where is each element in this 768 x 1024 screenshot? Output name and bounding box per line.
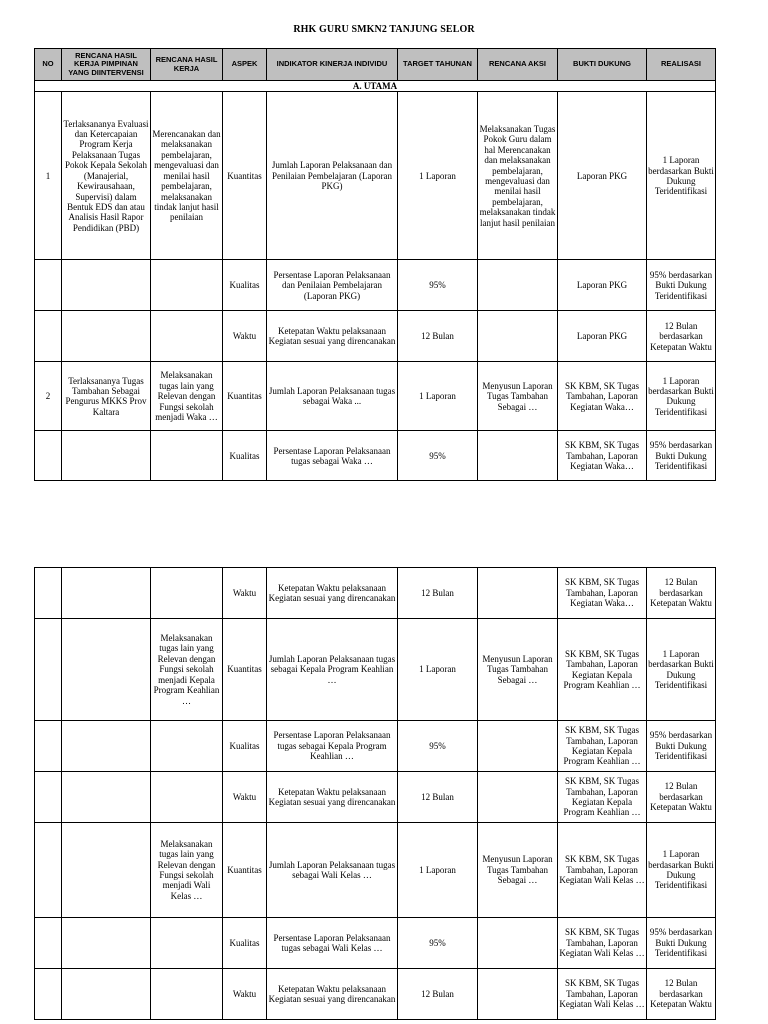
cell-aspek: Kuantitas [223,92,267,260]
col-header-indikator: INDIKATOR KINERJA INDIVIDU [267,49,398,81]
cell-indikator: Ketepatan Waktu pelaksanaan Kegiatan sesuai yang direncanakan [267,568,398,619]
cell-no [35,568,62,619]
cell-rhk [151,918,223,969]
col-header-bukti-dukung: BUKTI DUKUNG [558,49,647,81]
cell-bukti-dukung: Laporan PKG [558,311,647,362]
cell-rencana-aksi [478,311,558,362]
cell-rencana-aksi: Menyusun Laporan Tugas Tambahan Sebagai … [478,362,558,431]
cell-target: 12 Bulan [398,568,478,619]
cell-rhk-pimpinan [62,918,151,969]
col-header-no: NO [35,49,62,81]
cell-bukti-dukung: SK KBM, SK Tugas Tambahan, Laporan Kegiatan Waka… [558,431,647,481]
cell-rencana-aksi [478,918,558,969]
cell-target: 12 Bulan [398,311,478,362]
cell-rencana-aksi: Menyusun Laporan Tugas Tambahan Sebagai … [478,823,558,918]
cell-no [35,969,62,1020]
cell-indikator: Persentase Laporan Pelaksanaan tugas sebagai Waka … [267,431,398,481]
table-row [35,721,716,772]
cell-no [35,619,62,721]
cell-bukti-dukung: SK KBM, SK Tugas Tambahan, Laporan Kegiatan Kepala Program Keahlian … [558,721,647,772]
cell-target: 12 Bulan [398,969,478,1020]
cell-aspek: Kuantitas [223,823,267,918]
cell-rhk [151,969,223,1020]
cell-rhk-pimpinan [62,772,151,823]
cell-aspek: Waktu [223,311,267,362]
cell-realisasi: 95% berdasarkan Bukti Dukung Teridentifikasi [647,918,716,969]
cell-bukti-dukung: SK KBM, SK Tugas Tambahan, Laporan Kegiatan Kepala Program Keahlian … [558,772,647,823]
cell-indikator: Ketepatan Waktu pelaksanaan Kegiatan sesuai yang direncanakan [267,772,398,823]
cell-realisasi: 95% berdasarkan Bukti Dukung Teridentifikasi [647,260,716,311]
cell-rhk [151,721,223,772]
table-row [35,311,716,362]
cell-rhk [151,568,223,619]
cell-no [35,260,62,311]
rhk-table [34,48,716,481]
cell-aspek: Waktu [223,568,267,619]
cell-realisasi: 12 Bulan berdasarkan Ketepatan Waktu [647,568,716,619]
cell-no [35,823,62,918]
cell-target: 95% [398,260,478,311]
table-row [35,823,716,918]
cell-rhk-pimpinan [62,431,151,481]
rhk-table-continued [34,567,716,1020]
cell-aspek: Kualitas [223,431,267,481]
cell-target: 1 Laporan [398,92,478,260]
cell-aspek: Kualitas [223,721,267,772]
cell-bukti-dukung: SK KBM, SK Tugas Tambahan, Laporan Kegiatan Wali Kelas … [558,969,647,1020]
cell-realisasi: 95% berdasarkan Bukti Dukung Teridentifikasi [647,721,716,772]
cell-realisasi: 1 Laporan berdasarkan Bukti Dukung Teridentifikasi [647,92,716,260]
cell-rencana-aksi [478,431,558,481]
cell-rhk: Melaksanakan tugas lain yang Relevan dengan Fungsi sekolah menjadi Wali Kelas … [151,823,223,918]
table-header-row [35,49,716,81]
cell-no [35,721,62,772]
cell-no: 2 [35,362,62,431]
cell-aspek: Kuantitas [223,619,267,721]
col-header-rhk-pimpinan: RENCANA HASIL KERJA PIMPINAN YANG DIINTERVENSI [62,49,151,81]
cell-bukti-dukung: SK KBM, SK Tugas Tambahan, Laporan Kegiatan Wali Kelas … [558,823,647,918]
table-row [35,918,716,969]
cell-rencana-aksi [478,568,558,619]
cell-target: 1 Laporan [398,823,478,918]
table-row [35,619,716,721]
cell-rhk [151,260,223,311]
cell-rhk-pimpinan [62,260,151,311]
cell-bukti-dukung: Laporan PKG [558,260,647,311]
cell-no [35,431,62,481]
cell-indikator: Jumlah Laporan Pelaksanaan tugas sebagai Waka ... [267,362,398,431]
cell-indikator: Jumlah Laporan Pelaksanaan dan Penilaian Pembelajaran (Laporan PKG) [267,92,398,260]
table-row [35,969,716,1020]
table-row [35,568,716,619]
col-header-rhk: RENCANA HASIL KERJA [151,49,223,81]
cell-rencana-aksi: Menyusun Laporan Tugas Tambahan Sebagai … [478,619,558,721]
cell-target: 12 Bulan [398,772,478,823]
cell-no: 1 [35,92,62,260]
cell-indikator: Persentase Laporan Pelaksanaan tugas sebagai Wali Kelas … [267,918,398,969]
cell-no [35,311,62,362]
section-label: A. UTAMA [35,81,716,92]
table-row [35,431,716,481]
cell-bukti-dukung: SK KBM, SK Tugas Tambahan, Laporan Kegiatan Kepala Program Keahlian … [558,619,647,721]
cell-aspek: Kualitas [223,260,267,311]
cell-bukti-dukung: Laporan PKG [558,92,647,260]
cell-rhk-pimpinan [62,619,151,721]
cell-rhk-pimpinan [62,969,151,1020]
cell-aspek: Waktu [223,969,267,1020]
cell-rhk: Melaksanakan tugas lain yang Relevan dengan Fungsi sekolah menjadi Kepala Program Keahlian … [151,619,223,721]
cell-rhk: Melaksanakan tugas lain yang Relevan dengan Fungsi sekolah menjadi Waka … [151,362,223,431]
table-row [35,772,716,823]
cell-no [35,772,62,823]
cell-rhk-pimpinan [62,568,151,619]
section-row [35,81,716,92]
cell-bukti-dukung: SK KBM, SK Tugas Tambahan, Laporan Kegiatan Waka… [558,568,647,619]
cell-aspek: Kuantitas [223,362,267,431]
cell-rhk-pimpinan: Terlaksananya Evaluasi dan Ketercapaian Program Kerja Pelaksanaan Tugas Pokok Kepala Sekolah (Manajerial, Kewirausahaan, Supervisi) dalam Bentuk EDS dan atau Analisis Hasil Rapor Pendidikan (PBD) [62,92,151,260]
document-title: RHK GURU SMKN2 TANJUNG SELOR [293,24,475,35]
cell-rhk-pimpinan [62,311,151,362]
col-header-realisasi: REALISASI [647,49,716,81]
cell-indikator: Jumlah Laporan Pelaksanaan tugas sebagai Wali Kelas … [267,823,398,918]
cell-target: 95% [398,918,478,969]
cell-rhk-pimpinan [62,823,151,918]
col-header-aspek: ASPEK [223,49,267,81]
cell-realisasi: 12 Bulan berdasarkan Ketepatan Waktu [647,311,716,362]
cell-rencana-aksi [478,260,558,311]
cell-rencana-aksi: Melaksanakan Tugas Pokok Guru dalam hal Merencanakan dan melaksanakan pembelajaran, mengevaluasi dan menilai hasil pembelajaran, melaksanakan tindak lanjut hasil penilaian [478,92,558,260]
cell-rhk [151,772,223,823]
cell-indikator: Jumlah Laporan Pelaksanaan tugas sebagai Kepala Program Keahlian … [267,619,398,721]
cell-rhk-pimpinan: Terlaksananya Tugas Tambahan Sebagai Pengurus MKKS Prov Kaltara [62,362,151,431]
cell-bukti-dukung: SK KBM, SK Tugas Tambahan, Laporan Kegiatan Waka… [558,362,647,431]
cell-target: 95% [398,431,478,481]
table-row [35,362,716,431]
cell-rencana-aksi [478,969,558,1020]
cell-rhk-pimpinan [62,721,151,772]
col-header-rencana-aksi: RENCANA AKSI [478,49,558,81]
cell-target: 1 Laporan [398,362,478,431]
cell-rhk: Merencanakan dan melaksanakan pembelajaran, mengevaluasi dan menilai hasil pembelajaran, melaksanakan tindak lanjut hasil penilaian [151,92,223,260]
cell-realisasi: 1 Laporan berdasarkan Bukti Dukung Teridentifikasi [647,362,716,431]
cell-realisasi: 1 Laporan berdasarkan Bukti Dukung Teridentifikasi [647,619,716,721]
cell-indikator: Ketepatan Waktu pelaksanaan Kegiatan sesuai yang direncanakan [267,969,398,1020]
cell-rencana-aksi [478,721,558,772]
table-row [35,92,716,260]
cell-realisasi: 12 Bulan berdasarkan Ketepatan Waktu [647,969,716,1020]
cell-aspek: Waktu [223,772,267,823]
cell-rhk [151,311,223,362]
cell-rencana-aksi [478,772,558,823]
cell-realisasi: 95% berdasarkan Bukti Dukung Teridentifikasi [647,431,716,481]
cell-realisasi: 1 Laporan berdasarkan Bukti Dukung Teridentifikasi [647,823,716,918]
cell-indikator: Persentase Laporan Pelaksanaan dan Penilaian Pembelajaran (Laporan PKG) [267,260,398,311]
cell-realisasi: 12 Bulan berdasarkan Ketepatan Waktu [647,772,716,823]
cell-rhk [151,431,223,481]
cell-indikator: Persentase Laporan Pelaksanaan tugas sebagai Kepala Program Keahlian … [267,721,398,772]
cell-target: 1 Laporan [398,619,478,721]
cell-no [35,918,62,969]
cell-aspek: Kualitas [223,918,267,969]
table-row [35,260,716,311]
cell-bukti-dukung: SK KBM, SK Tugas Tambahan, Laporan Kegiatan Wali Kelas … [558,918,647,969]
cell-indikator: Ketepatan Waktu pelaksanaan Kegiatan sesuai yang direncanakan [267,311,398,362]
cell-target: 95% [398,721,478,772]
col-header-target: TARGET TAHUNAN [398,49,478,81]
